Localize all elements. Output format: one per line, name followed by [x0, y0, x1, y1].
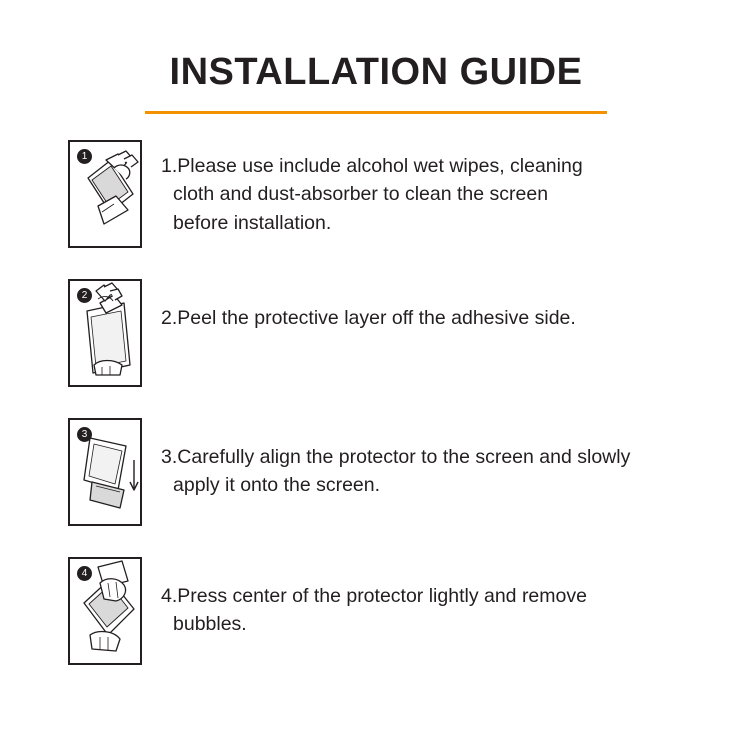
- step-1-line-2: cloth and dust-absorber to clean the screen: [173, 183, 549, 206]
- step-1-line-1: 1.Please use include alcohol wet wipes, cleaning: [161, 155, 583, 177]
- page-title: INSTALLATION GUIDE: [169, 51, 583, 93]
- list-item: [68, 418, 750, 526]
- step-4-line-2: bubbles.: [173, 613, 247, 636]
- step-2-badge: 2: [77, 288, 92, 303]
- title-block: [145, 52, 607, 114]
- step-4-text: [142, 557, 587, 639]
- step-1-text: [142, 140, 583, 237]
- steps-list: [0, 140, 750, 665]
- step-3-line-1: 3.Carefully align the protector to the screen and slowly: [161, 446, 631, 468]
- step-2-figure: [68, 279, 142, 387]
- step-3-line-2: apply it onto the screen.: [173, 474, 381, 497]
- step-3-figure: [68, 418, 142, 526]
- step-3-text: [142, 418, 630, 500]
- step-4-line-1: 4.Press center of the protector lightly and remove: [161, 585, 587, 607]
- list-item: [68, 279, 750, 387]
- list-item: [68, 140, 750, 248]
- step-2-line-1: 2.Peel the protective layer off the adhesive side.: [161, 307, 576, 329]
- step-4-figure: [68, 557, 142, 665]
- step-1-badge: 1: [77, 149, 92, 164]
- step-1-line-3: before installation.: [173, 211, 332, 234]
- title-divider: [145, 111, 607, 114]
- step-3-badge: 3: [77, 427, 92, 442]
- step-4-badge: 4: [77, 566, 92, 581]
- list-item: [68, 557, 750, 665]
- step-1-figure: [68, 140, 142, 248]
- step-2-text: [142, 279, 576, 332]
